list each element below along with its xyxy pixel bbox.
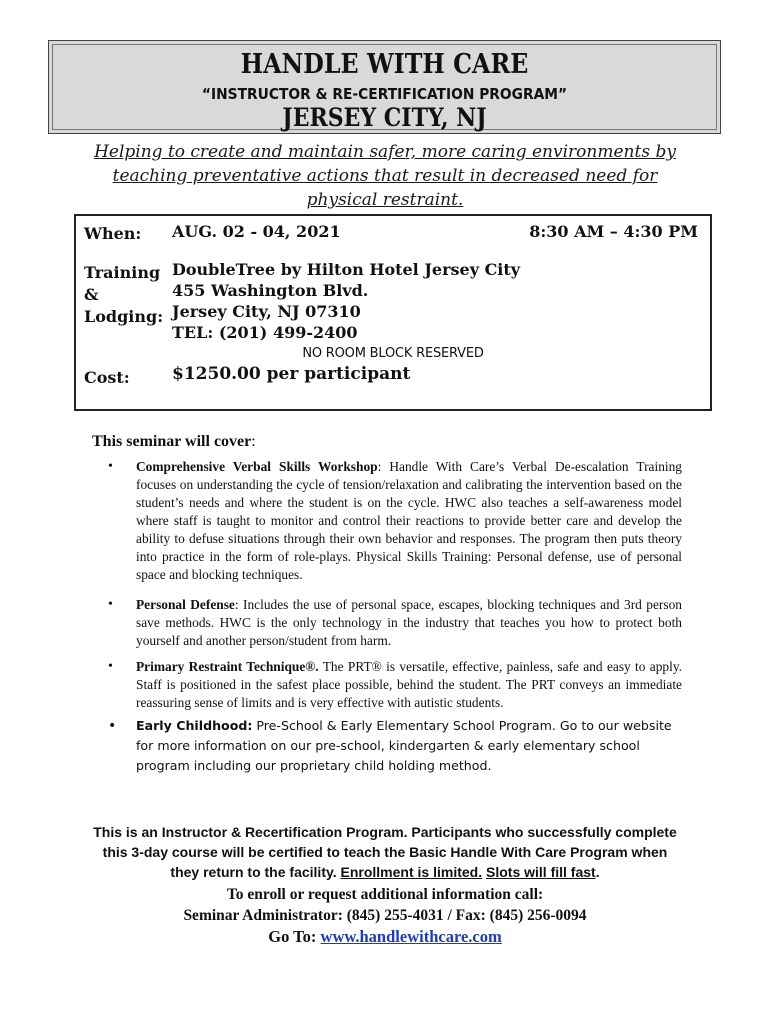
- website-line: [80, 926, 690, 947]
- list-item: [108, 716, 682, 776]
- header-box: [48, 40, 721, 134]
- topic-text: Pre-School & Early Elementary School Program. Go to our website for more information on our pre-school, kindergarten & early elementary school program including our proprietary child holding method.: [136, 718, 672, 773]
- lodging-label-line: Lodging:: [84, 307, 164, 326]
- topic-text: : Handle With Care’s Verbal De-escalation Training focuses on understanding the cycle of tension/relaxation and calibrating the intervention based on the student’s needs and where the student is on the cycle. HWC also teaches a self-awareness model where staff is taught to monitor and control their reactions to provide better care and develop the ability to defuse situations through their own behavior and responses. The program then puts theory into practice in the form of role-plays. Physical Skills Training: Personal defense, use of personal space and blocking techniques.: [136, 459, 683, 582]
- lodging-label-line: Training: [84, 263, 161, 282]
- list-item: [108, 658, 682, 712]
- page-title: HANDLE WITH CARE: [240, 49, 529, 80]
- enroll-line: To enroll or request additional information call:: [226, 886, 544, 903]
- seminar-heading-text: This seminar will cover: [92, 433, 252, 450]
- slots-fill-fast: Slots will fill fast: [486, 864, 596, 880]
- topic-text: The PRT® is versatile, effective, painless, safe and easy to apply. Staff is positioned in the safest place possible, behind the student. The PRT conveys an immediate reassuring sense of limits and is very effective with autistic students.: [136, 659, 683, 710]
- list-item: [108, 596, 682, 650]
- time-value: 8:30 AM – 4:30 PM: [529, 222, 698, 241]
- topic-title: Early Childhood:: [136, 718, 253, 733]
- closing-period: .: [595, 864, 600, 880]
- website-link[interactable]: www.handlewithcare.com: [320, 927, 502, 946]
- goto-label: Go To:: [268, 927, 321, 946]
- cost-label: Cost:: [84, 368, 130, 387]
- topic-title: Primary Restraint Technique®.: [136, 659, 319, 674]
- when-label: When:: [84, 224, 142, 243]
- topic-title: Personal Defense: [136, 597, 235, 612]
- certification-text: This is an Instructor & Recertification Program. Participants who successfully complete this 3-day course will be certified to teach the Basic Handle With Care Program when they return to the facility.: [93, 824, 677, 880]
- lodging-label-line: &: [84, 285, 99, 304]
- seminar-heading-colon: :: [251, 433, 256, 450]
- enrollment-limited: Enrollment is limited.: [340, 864, 483, 880]
- date-value: AUG. 02 - 04, 2021: [172, 222, 341, 241]
- seminar-topics-list: [108, 458, 682, 776]
- contact-block: [80, 884, 690, 947]
- address-line: 455 Washington Blvd.: [172, 281, 369, 300]
- details-box: [74, 214, 712, 411]
- tagline: Helping to create and maintain safer, more caring environments by teaching preventative actions that result in decreased need for physical restraint.: [94, 142, 676, 210]
- address-line: Jersey City, NJ 07310: [172, 302, 361, 321]
- cost-value: $1250.00 per participant: [172, 364, 411, 384]
- list-item: [108, 458, 682, 584]
- program-subtitle: “INSTRUCTOR & RE-CERTIFICATION PROGRAM”: [201, 85, 568, 103]
- administrator-line: Seminar Administrator: (845) 255-4031 / Fax: (845) 256-0094: [183, 907, 587, 924]
- seminar-heading: [92, 433, 256, 451]
- phone-number: TEL: (201) 499-2400: [172, 323, 358, 342]
- location-title: JERSEY CITY, NJ: [282, 103, 487, 132]
- lodging-label: [84, 262, 163, 328]
- certification-note: [92, 822, 678, 882]
- lodging-value: [172, 259, 520, 343]
- topic-title: Comprehensive Verbal Skills Workshop: [136, 459, 378, 474]
- hotel-name: DoubleTree by Hilton Hotel Jersey City: [172, 260, 521, 279]
- room-block-note: NO ROOM BLOCK RESERVED: [302, 346, 484, 361]
- topic-text: : Includes the use of personal space, escapes, blocking techniques and 3rd person save methods. HWC is the only technology in the industry that teaches you how to protect both yourself and another person/student from harm.: [136, 597, 682, 648]
